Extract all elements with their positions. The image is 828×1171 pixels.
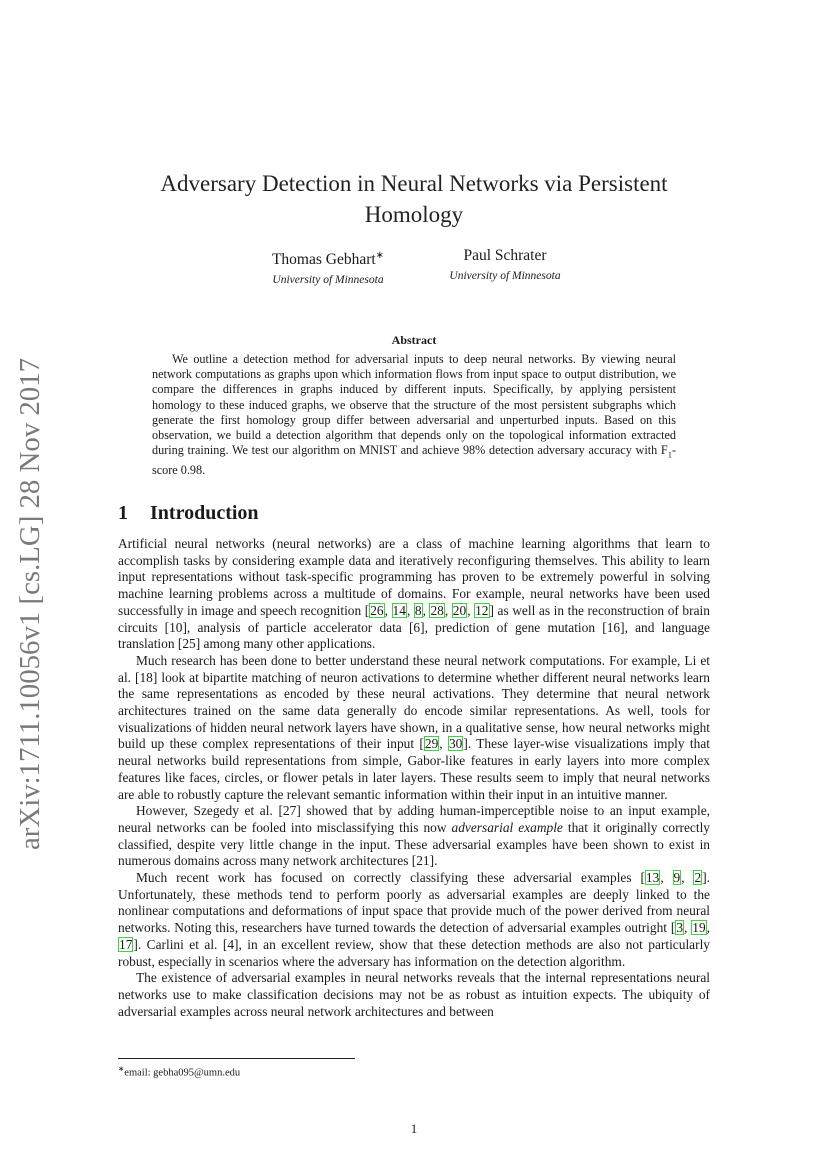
author-1-affiliation: University of Minnesota bbox=[272, 274, 384, 287]
emphasis-term: adversarial example bbox=[451, 819, 563, 835]
body-text bbox=[118, 536, 710, 1020]
citation-link[interactable]: 9 bbox=[673, 870, 681, 886]
text-run: ]. Unfortunately, these methods tend to perform poorly as adversarial examples are deeply linked to the nonlinear computations and deformations of input space that provide much of the power derived from neural networks. Noting this, researchers have turned towards the detection of adversarial examples outright [ bbox=[118, 870, 710, 936]
paragraph-2 bbox=[118, 653, 710, 803]
abstract-heading: Abstract bbox=[391, 333, 437, 347]
citation-link[interactable]: 18 bbox=[139, 669, 153, 685]
citation-group[interactable]: 26, 14, 8, 28, 20, 12 bbox=[370, 602, 489, 618]
text-run: ] showed that by adding human-imperceptible noise to an input example, neural networks can be fooled into misclassifying this now bbox=[118, 803, 710, 835]
citation-group[interactable]: 29, 30 bbox=[424, 736, 463, 752]
footnote-rule bbox=[118, 1058, 355, 1059]
arxiv-stamp-text: arXiv:1711.10056v1 [cs.LG] 28 Nov 2017 bbox=[14, 355, 46, 850]
section-number: 1 bbox=[118, 502, 128, 524]
citation-link[interactable]: 28 bbox=[430, 602, 444, 618]
text-run: However, Szegedy et al. [ bbox=[136, 803, 283, 819]
citation-link[interactable]: 26 bbox=[370, 602, 384, 618]
author-2-affiliation: University of Minnesota bbox=[449, 270, 561, 282]
text-run: Much research has been done to better understand these neural network computations. For example, Li et al. [ bbox=[118, 652, 710, 685]
citation-link[interactable]: 13 bbox=[645, 870, 660, 886]
author-1-footnote-mark[interactable]: ∗ bbox=[375, 250, 385, 261]
author-2-name: Paul Schrater bbox=[463, 247, 547, 264]
citation-link[interactable]: 17 bbox=[119, 936, 133, 952]
abstract-text-run: 1 bbox=[667, 449, 672, 460]
citation-link[interactable]: 3 bbox=[676, 920, 684, 936]
text-run: ] among many other applications. bbox=[195, 636, 376, 652]
text-run: ] as well as in the reconstruction of brain circuits [ bbox=[118, 602, 710, 635]
abstract-text-run: We outline a detection method for adversarial inputs to deep neural networks. By viewing neural network computations as graphs upon which information flows from input space to output distribution, we compare the differences in graphs induced by different inputs. Specifically, by applying persistent homology to these induced graphs, we observe that the structure of the most persistent subgraphs which generate the first homology group differ between adversarial and unperturbed inputs. Based on this observation, we build a detection algorithm that depends only on the topological information extracted during training. We test our algorithm on MNIST and achieve 98% detection adversary accuracy with F bbox=[152, 352, 676, 458]
text-run: Much recent work has focused on correctly classifying these adversarial examples [ bbox=[136, 870, 645, 886]
text-run: ], analysis of particle accelerator data [ bbox=[182, 619, 414, 635]
author-block bbox=[0, 245, 828, 295]
citation-group[interactable]: 3, 19, 17 bbox=[119, 920, 710, 952]
paragraph-5 bbox=[118, 970, 710, 1020]
citation-link[interactable]: 30 bbox=[448, 736, 463, 752]
section-heading bbox=[118, 500, 259, 526]
text-run: ]. These layer-wise visualizations imply that neural networks build representations from simple, Gabor-like features in early layers into more complex features like faces, circles, or flower petals in later layers. These results seem to imply that neural networks are able to robustly capture the relevant semantic information within their input in an intuitive manner. bbox=[118, 736, 710, 802]
citation-link[interactable]: 29 bbox=[424, 736, 439, 752]
section-title: Introduction bbox=[150, 502, 259, 524]
page-number: 1 bbox=[410, 1121, 418, 1136]
title-line-1: Adversary Detection in Neural Networks via Persistent bbox=[160, 171, 668, 196]
text-run: that it originally correctly classified, despite very little change in the input. These adversarial examples have been shown to exist in numerous domains across many network architectures [ bbox=[118, 819, 711, 869]
citation-link[interactable]: 25 bbox=[182, 636, 196, 652]
text-run: ], in an excellent review, show that these detection methods are also not particularly robust, especially in scenarios where the adversary has information on the detection algorithm. bbox=[118, 936, 710, 969]
citation-link[interactable]: 19 bbox=[692, 920, 706, 936]
footnote bbox=[118, 1062, 240, 1081]
text-run: ]. Carlini et al. [ bbox=[133, 936, 228, 952]
citation-link[interactable]: 27 bbox=[282, 803, 297, 819]
text-run: ], prediction of gene mutation [ bbox=[420, 619, 607, 635]
citation-link[interactable]: 12 bbox=[475, 602, 489, 618]
text-run: Artificial neural networks (neural networks) are a class of machine learning algorithms that learn to accomplish tasks by considering example data and iteratively reconfiguring themselves. This ability to learn input representations without task-specific programming has proven to be extremely powerful in solving machine learning problems across a multitude of domains. For example, neural networks have been used successfully in image and speech recognition [ bbox=[118, 536, 710, 618]
citation-link[interactable]: 4 bbox=[227, 936, 235, 952]
paper-title bbox=[110, 168, 718, 230]
text-run: The existence of adversarial examples in neural networks reveals that the internal representations neural networks use to make classification decisions may not be as robust as intuition expects. The ubiquity of adversarial examples across neural network architectures and between bbox=[118, 970, 710, 1019]
citation-link[interactable]: 16 bbox=[606, 619, 621, 635]
citation-link[interactable]: 20 bbox=[452, 602, 467, 618]
footnote-mark: ∗ bbox=[118, 1064, 125, 1073]
text-run: ] look at bipartite matching of neuron activations to determine whether different neural networks learn the same representations as encoded by these neural activations. They determine that neural network architectures trained on the same data generally do encode similar representations. As well, tools for visualizations of hidden neural network layers have shown, in a qualitative sense, how neural networks might build up these complex representations of their input [ bbox=[118, 669, 710, 752]
citation-link[interactable]: 2 bbox=[694, 870, 702, 886]
author-2 bbox=[434, 245, 576, 285]
citation-link[interactable]: 8 bbox=[414, 602, 422, 618]
abstract-body bbox=[152, 352, 676, 478]
citation-link[interactable]: 10 bbox=[169, 619, 183, 635]
author-1-name: Thomas Gebhart bbox=[271, 251, 376, 269]
arxiv-stamp bbox=[8, 355, 50, 850]
paragraph-4 bbox=[118, 870, 710, 970]
abstract-text-run: -score 0.98. bbox=[152, 443, 676, 477]
text-run: ]. bbox=[429, 853, 438, 869]
author-1 bbox=[242, 245, 414, 289]
citation-link[interactable]: 6 bbox=[413, 619, 421, 635]
title-line-2: Homology bbox=[364, 202, 464, 227]
citation-link[interactable]: 14 bbox=[392, 602, 406, 618]
paragraph-3 bbox=[118, 803, 710, 870]
footnote-text: email: gebha095@umn.edu bbox=[124, 1067, 241, 1079]
citation-link[interactable]: 21 bbox=[416, 853, 430, 869]
paragraph-1 bbox=[118, 536, 710, 653]
text-run: ], and language translation [ bbox=[118, 619, 710, 652]
citation-group[interactable]: 13, 9, 2 bbox=[645, 870, 702, 886]
